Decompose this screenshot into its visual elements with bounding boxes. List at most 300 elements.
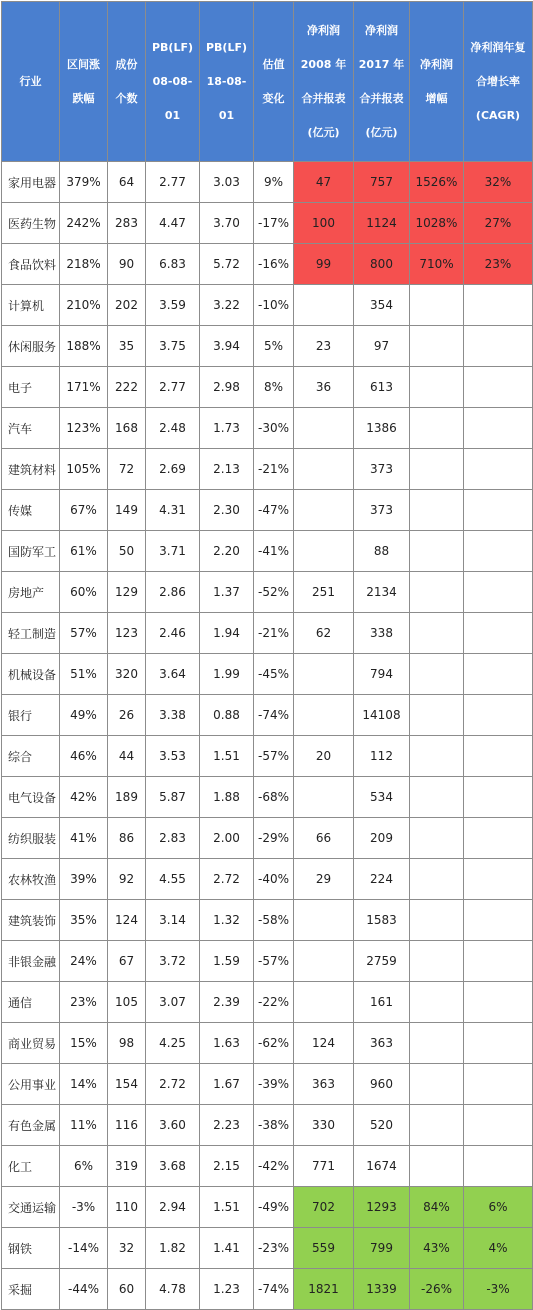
cagr-cell <box>464 1146 533 1187</box>
pb-2008-cell: 4.47 <box>146 203 200 244</box>
net-profit-2017-cell: 354 <box>354 285 410 326</box>
net-profit-2008-cell <box>294 777 354 818</box>
net-profit-2008-cell: 20 <box>294 736 354 777</box>
range-change-cell: 46% <box>60 736 108 777</box>
valuation-change-cell: -39% <box>254 1064 294 1105</box>
net-profit-growth-cell <box>410 531 464 572</box>
constituents-cell: 90 <box>108 244 146 285</box>
constituents-cell: 283 <box>108 203 146 244</box>
pb-2008-cell: 3.68 <box>146 1146 200 1187</box>
net-profit-2008-cell <box>294 695 354 736</box>
constituents-cell: 168 <box>108 408 146 449</box>
net-profit-growth-cell <box>410 326 464 367</box>
valuation-change-cell: 5% <box>254 326 294 367</box>
cagr-cell <box>464 572 533 613</box>
net-profit-2008-cell: 23 <box>294 326 354 367</box>
table-row <box>2 941 533 982</box>
net-profit-2008-cell: 363 <box>294 1064 354 1105</box>
constituents-cell: 129 <box>108 572 146 613</box>
pb-2018-cell: 1.94 <box>200 613 254 654</box>
pb-2018-cell: 2.23 <box>200 1105 254 1146</box>
valuation-change-cell: -57% <box>254 736 294 777</box>
col-header-cagr: 净利润年复 合增长率 (CAGR) <box>464 2 533 162</box>
industry-name-cell: 非银金融 <box>2 941 60 982</box>
net-profit-growth-cell <box>410 777 464 818</box>
valuation-change-cell: -74% <box>254 1269 294 1310</box>
cagr-cell <box>464 941 533 982</box>
col-header-pb-2018: PB(LF) 18-08- 01 <box>200 2 254 162</box>
constituents-cell: 64 <box>108 162 146 203</box>
net-profit-2008-cell: 771 <box>294 1146 354 1187</box>
col-header-pb-2008: PB(LF) 08-08- 01 <box>146 2 200 162</box>
net-profit-2017-cell: 534 <box>354 777 410 818</box>
cagr-cell <box>464 367 533 408</box>
net-profit-2008-cell: 124 <box>294 1023 354 1064</box>
net-profit-2008-cell: 251 <box>294 572 354 613</box>
table-row <box>2 900 533 941</box>
pb-2008-cell: 3.72 <box>146 941 200 982</box>
net-profit-growth-cell <box>410 572 464 613</box>
col-header-constituents: 成份 个数 <box>108 2 146 162</box>
pb-2008-cell: 2.48 <box>146 408 200 449</box>
net-profit-2017-cell: 1293 <box>354 1187 410 1228</box>
range-change-cell: 242% <box>60 203 108 244</box>
table-row <box>2 326 533 367</box>
net-profit-2017-cell: 960 <box>354 1064 410 1105</box>
industry-name-cell: 电气设备 <box>2 777 60 818</box>
range-change-cell: 49% <box>60 695 108 736</box>
net-profit-2008-cell <box>294 941 354 982</box>
net-profit-2017-cell: 1339 <box>354 1269 410 1310</box>
constituents-cell: 319 <box>108 1146 146 1187</box>
valuation-change-cell: 8% <box>254 367 294 408</box>
industry-name-cell: 纺织服装 <box>2 818 60 859</box>
cagr-cell <box>464 1105 533 1146</box>
pb-2018-cell: 3.94 <box>200 326 254 367</box>
pb-2008-cell: 3.60 <box>146 1105 200 1146</box>
net-profit-2008-cell: 702 <box>294 1187 354 1228</box>
col-header-net-profit-2017: 净利润 2017 年 合并报表 (亿元) <box>354 2 410 162</box>
pb-2008-cell: 3.53 <box>146 736 200 777</box>
net-profit-2017-cell: 97 <box>354 326 410 367</box>
net-profit-2008-cell <box>294 654 354 695</box>
net-profit-2008-cell <box>294 982 354 1023</box>
net-profit-2008-cell <box>294 900 354 941</box>
net-profit-growth-cell <box>410 818 464 859</box>
industry-name-cell: 计算机 <box>2 285 60 326</box>
pb-2008-cell: 3.59 <box>146 285 200 326</box>
pb-2008-cell: 2.72 <box>146 1064 200 1105</box>
range-change-cell: 51% <box>60 654 108 695</box>
net-profit-growth-cell <box>410 285 464 326</box>
constituents-cell: 98 <box>108 1023 146 1064</box>
cagr-cell <box>464 982 533 1023</box>
net-profit-2017-cell: 373 <box>354 490 410 531</box>
col-header-industry: 行业 <box>2 2 60 162</box>
net-profit-2017-cell: 373 <box>354 449 410 490</box>
valuation-change-cell: -10% <box>254 285 294 326</box>
pb-2018-cell: 2.30 <box>200 490 254 531</box>
net-profit-2017-cell: 2759 <box>354 941 410 982</box>
net-profit-2017-cell: 363 <box>354 1023 410 1064</box>
cagr-cell <box>464 736 533 777</box>
constituents-cell: 92 <box>108 859 146 900</box>
cagr-cell <box>464 777 533 818</box>
industry-name-cell: 农林牧渔 <box>2 859 60 900</box>
pb-2008-cell: 4.78 <box>146 1269 200 1310</box>
table-row <box>2 654 533 695</box>
net-profit-2008-cell: 1821 <box>294 1269 354 1310</box>
table-row <box>2 1146 533 1187</box>
industry-name-cell: 房地产 <box>2 572 60 613</box>
range-change-cell: 14% <box>60 1064 108 1105</box>
pb-2008-cell: 4.25 <box>146 1023 200 1064</box>
range-change-cell: -3% <box>60 1187 108 1228</box>
net-profit-growth-cell <box>410 613 464 654</box>
pb-2018-cell: 2.72 <box>200 859 254 900</box>
constituents-cell: 67 <box>108 941 146 982</box>
cagr-cell <box>464 818 533 859</box>
pb-2018-cell: 1.73 <box>200 408 254 449</box>
range-change-cell: 15% <box>60 1023 108 1064</box>
industry-name-cell: 公用事业 <box>2 1064 60 1105</box>
net-profit-growth-cell <box>410 654 464 695</box>
cagr-cell <box>464 1064 533 1105</box>
valuation-change-cell: -68% <box>254 777 294 818</box>
pb-2008-cell: 3.71 <box>146 531 200 572</box>
net-profit-2008-cell <box>294 531 354 572</box>
col-header-net-profit-growth: 净利润 增幅 <box>410 2 464 162</box>
industry-name-cell: 轻工制造 <box>2 613 60 654</box>
industry-name-cell: 建筑装饰 <box>2 900 60 941</box>
valuation-change-cell: -38% <box>254 1105 294 1146</box>
cagr-cell: 23% <box>464 244 533 285</box>
cagr-cell <box>464 859 533 900</box>
industry-name-cell: 医药生物 <box>2 203 60 244</box>
industry-name-cell: 商业贸易 <box>2 1023 60 1064</box>
range-change-cell: 123% <box>60 408 108 449</box>
net-profit-2017-cell: 1674 <box>354 1146 410 1187</box>
valuation-change-cell: 9% <box>254 162 294 203</box>
table-row <box>2 1105 533 1146</box>
net-profit-2017-cell: 1124 <box>354 203 410 244</box>
net-profit-2017-cell: 794 <box>354 654 410 695</box>
table-row <box>2 408 533 449</box>
table-row <box>2 244 533 285</box>
net-profit-2008-cell <box>294 449 354 490</box>
constituents-cell: 32 <box>108 1228 146 1269</box>
range-change-cell: 379% <box>60 162 108 203</box>
constituents-cell: 149 <box>108 490 146 531</box>
net-profit-growth-cell <box>410 449 464 490</box>
net-profit-2017-cell: 88 <box>354 531 410 572</box>
pb-2018-cell: 1.88 <box>200 777 254 818</box>
pb-2018-cell: 1.32 <box>200 900 254 941</box>
net-profit-2017-cell: 520 <box>354 1105 410 1146</box>
net-profit-2017-cell: 14108 <box>354 695 410 736</box>
range-change-cell: 6% <box>60 1146 108 1187</box>
net-profit-growth-cell <box>410 1023 464 1064</box>
range-change-cell: 188% <box>60 326 108 367</box>
valuation-change-cell: -42% <box>254 1146 294 1187</box>
industry-name-cell: 食品饮料 <box>2 244 60 285</box>
net-profit-2008-cell <box>294 408 354 449</box>
table-row <box>2 736 533 777</box>
net-profit-2017-cell: 1386 <box>354 408 410 449</box>
header-row <box>2 2 533 162</box>
col-header-valuation-change: 估值 变化 <box>254 2 294 162</box>
net-profit-growth-cell <box>410 1146 464 1187</box>
net-profit-2008-cell: 559 <box>294 1228 354 1269</box>
valuation-change-cell: -40% <box>254 859 294 900</box>
net-profit-2008-cell: 47 <box>294 162 354 203</box>
pb-2018-cell: 3.03 <box>200 162 254 203</box>
pb-2018-cell: 1.37 <box>200 572 254 613</box>
net-profit-growth-cell: -26% <box>410 1269 464 1310</box>
table-body <box>2 162 533 1310</box>
industry-name-cell: 通信 <box>2 982 60 1023</box>
range-change-cell: -44% <box>60 1269 108 1310</box>
net-profit-growth-cell <box>410 982 464 1023</box>
cagr-cell <box>464 1023 533 1064</box>
net-profit-2017-cell: 224 <box>354 859 410 900</box>
pb-2018-cell: 2.20 <box>200 531 254 572</box>
valuation-change-cell: -23% <box>254 1228 294 1269</box>
net-profit-2008-cell: 29 <box>294 859 354 900</box>
net-profit-growth-cell <box>410 408 464 449</box>
industry-name-cell: 综合 <box>2 736 60 777</box>
pb-2018-cell: 2.39 <box>200 982 254 1023</box>
table-row <box>2 162 533 203</box>
table-row <box>2 818 533 859</box>
pb-2018-cell: 1.63 <box>200 1023 254 1064</box>
net-profit-growth-cell <box>410 941 464 982</box>
range-change-cell: 218% <box>60 244 108 285</box>
constituents-cell: 116 <box>108 1105 146 1146</box>
range-change-cell: 61% <box>60 531 108 572</box>
constituents-cell: 222 <box>108 367 146 408</box>
net-profit-2017-cell: 799 <box>354 1228 410 1269</box>
range-change-cell: 57% <box>60 613 108 654</box>
constituents-cell: 44 <box>108 736 146 777</box>
constituents-cell: 320 <box>108 654 146 695</box>
pb-2008-cell: 3.75 <box>146 326 200 367</box>
range-change-cell: 41% <box>60 818 108 859</box>
pb-2008-cell: 3.38 <box>146 695 200 736</box>
net-profit-growth-cell: 1028% <box>410 203 464 244</box>
industry-name-cell: 汽车 <box>2 408 60 449</box>
net-profit-2008-cell: 36 <box>294 367 354 408</box>
pb-2018-cell: 1.23 <box>200 1269 254 1310</box>
table-row <box>2 285 533 326</box>
table-row <box>2 777 533 818</box>
industry-name-cell: 休闲服务 <box>2 326 60 367</box>
table-row <box>2 1228 533 1269</box>
range-change-cell: 35% <box>60 900 108 941</box>
industry-name-cell: 钢铁 <box>2 1228 60 1269</box>
net-profit-growth-cell: 1526% <box>410 162 464 203</box>
net-profit-2008-cell: 66 <box>294 818 354 859</box>
pb-2008-cell: 1.82 <box>146 1228 200 1269</box>
pb-2008-cell: 6.83 <box>146 244 200 285</box>
valuation-change-cell: -29% <box>254 818 294 859</box>
pb-2008-cell: 3.07 <box>146 982 200 1023</box>
table-row <box>2 572 533 613</box>
range-change-cell: 39% <box>60 859 108 900</box>
pb-2008-cell: 3.14 <box>146 900 200 941</box>
net-profit-growth-cell <box>410 367 464 408</box>
cagr-cell <box>464 531 533 572</box>
range-change-cell: 24% <box>60 941 108 982</box>
table-row <box>2 613 533 654</box>
cagr-cell <box>464 654 533 695</box>
constituents-cell: 105 <box>108 982 146 1023</box>
industry-name-cell: 家用电器 <box>2 162 60 203</box>
valuation-change-cell: -21% <box>254 449 294 490</box>
cagr-cell <box>464 408 533 449</box>
net-profit-2008-cell: 99 <box>294 244 354 285</box>
cagr-cell: 6% <box>464 1187 533 1228</box>
industry-name-cell: 机械设备 <box>2 654 60 695</box>
net-profit-2017-cell: 209 <box>354 818 410 859</box>
cagr-cell: -3% <box>464 1269 533 1310</box>
range-change-cell: 42% <box>60 777 108 818</box>
industry-name-cell: 有色金属 <box>2 1105 60 1146</box>
industry-name-cell: 化工 <box>2 1146 60 1187</box>
net-profit-2008-cell <box>294 285 354 326</box>
constituents-cell: 86 <box>108 818 146 859</box>
industry-name-cell: 建筑材料 <box>2 449 60 490</box>
industry-valuation-table <box>1 1 533 1310</box>
pb-2018-cell: 2.15 <box>200 1146 254 1187</box>
net-profit-growth-cell: 84% <box>410 1187 464 1228</box>
cagr-cell <box>464 285 533 326</box>
valuation-change-cell: -58% <box>254 900 294 941</box>
table-row <box>2 1064 533 1105</box>
table-row <box>2 859 533 900</box>
pb-2018-cell: 2.98 <box>200 367 254 408</box>
range-change-cell: -14% <box>60 1228 108 1269</box>
range-change-cell: 67% <box>60 490 108 531</box>
net-profit-growth-cell: 43% <box>410 1228 464 1269</box>
range-change-cell: 60% <box>60 572 108 613</box>
cagr-cell <box>464 326 533 367</box>
constituents-cell: 110 <box>108 1187 146 1228</box>
net-profit-growth-cell <box>410 490 464 531</box>
net-profit-growth-cell <box>410 736 464 777</box>
valuation-change-cell: -62% <box>254 1023 294 1064</box>
pb-2008-cell: 2.77 <box>146 367 200 408</box>
industry-name-cell: 电子 <box>2 367 60 408</box>
net-profit-2017-cell: 338 <box>354 613 410 654</box>
cagr-cell: 27% <box>464 203 533 244</box>
net-profit-growth-cell <box>410 900 464 941</box>
table-row <box>2 1023 533 1064</box>
constituents-cell: 123 <box>108 613 146 654</box>
net-profit-2017-cell: 800 <box>354 244 410 285</box>
pb-2018-cell: 0.88 <box>200 695 254 736</box>
valuation-change-cell: -57% <box>254 941 294 982</box>
constituents-cell: 35 <box>108 326 146 367</box>
pb-2018-cell: 1.99 <box>200 654 254 695</box>
cagr-cell <box>464 449 533 490</box>
cagr-cell: 32% <box>464 162 533 203</box>
valuation-change-cell: -30% <box>254 408 294 449</box>
net-profit-2017-cell: 2134 <box>354 572 410 613</box>
valuation-change-cell: -22% <box>254 982 294 1023</box>
pb-2018-cell: 5.72 <box>200 244 254 285</box>
pb-2008-cell: 4.31 <box>146 490 200 531</box>
table-row <box>2 531 533 572</box>
pb-2008-cell: 2.86 <box>146 572 200 613</box>
net-profit-2017-cell: 613 <box>354 367 410 408</box>
valuation-change-cell: -17% <box>254 203 294 244</box>
table-row <box>2 203 533 244</box>
constituents-cell: 60 <box>108 1269 146 1310</box>
pb-2018-cell: 2.00 <box>200 818 254 859</box>
net-profit-growth-cell <box>410 695 464 736</box>
pb-2008-cell: 4.55 <box>146 859 200 900</box>
pb-2018-cell: 1.41 <box>200 1228 254 1269</box>
net-profit-2017-cell: 112 <box>354 736 410 777</box>
table-row <box>2 449 533 490</box>
col-header-net-profit-2008: 净利润 2008 年 合并报表 (亿元) <box>294 2 354 162</box>
pb-2018-cell: 3.22 <box>200 285 254 326</box>
net-profit-growth-cell <box>410 1105 464 1146</box>
net-profit-growth-cell <box>410 859 464 900</box>
table-row <box>2 695 533 736</box>
cagr-cell <box>464 900 533 941</box>
pb-2008-cell: 2.46 <box>146 613 200 654</box>
constituents-cell: 72 <box>108 449 146 490</box>
pb-2008-cell: 2.83 <box>146 818 200 859</box>
net-profit-2017-cell: 161 <box>354 982 410 1023</box>
valuation-change-cell: -45% <box>254 654 294 695</box>
constituents-cell: 50 <box>108 531 146 572</box>
pb-2018-cell: 2.13 <box>200 449 254 490</box>
pb-2018-cell: 1.51 <box>200 736 254 777</box>
table-row <box>2 1187 533 1228</box>
pb-2008-cell: 2.94 <box>146 1187 200 1228</box>
industry-name-cell: 交通运输 <box>2 1187 60 1228</box>
constituents-cell: 202 <box>108 285 146 326</box>
net-profit-growth-cell <box>410 1064 464 1105</box>
constituents-cell: 124 <box>108 900 146 941</box>
valuation-change-cell: -16% <box>254 244 294 285</box>
cagr-cell <box>464 490 533 531</box>
net-profit-2017-cell: 757 <box>354 162 410 203</box>
net-profit-2008-cell: 330 <box>294 1105 354 1146</box>
col-header-range-change: 区间涨 跌幅 <box>60 2 108 162</box>
pb-2008-cell: 2.77 <box>146 162 200 203</box>
net-profit-2008-cell: 100 <box>294 203 354 244</box>
net-profit-2008-cell <box>294 490 354 531</box>
pb-2018-cell: 1.59 <box>200 941 254 982</box>
pb-2018-cell: 3.70 <box>200 203 254 244</box>
pb-2008-cell: 2.69 <box>146 449 200 490</box>
constituents-cell: 154 <box>108 1064 146 1105</box>
table-row <box>2 982 533 1023</box>
range-change-cell: 210% <box>60 285 108 326</box>
net-profit-growth-cell: 710% <box>410 244 464 285</box>
valuation-change-cell: -21% <box>254 613 294 654</box>
valuation-change-cell: -41% <box>254 531 294 572</box>
table-row <box>2 1269 533 1310</box>
valuation-change-cell: -52% <box>254 572 294 613</box>
range-change-cell: 105% <box>60 449 108 490</box>
net-profit-2017-cell: 1583 <box>354 900 410 941</box>
range-change-cell: 11% <box>60 1105 108 1146</box>
